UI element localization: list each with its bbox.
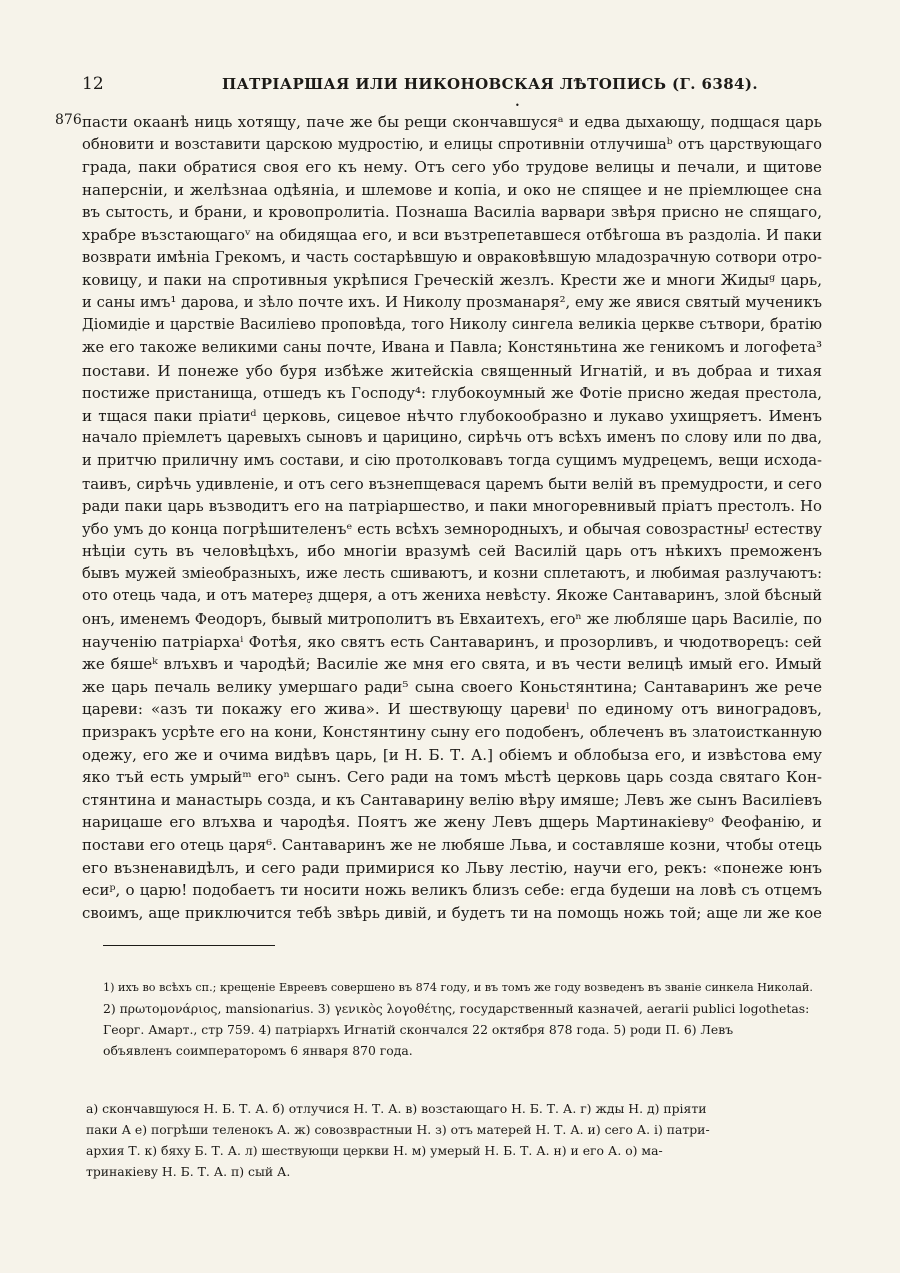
text-line: ради паки царь възводитъ его на патріаршество, и паки многоревнивый пріатъ престолъ. Но	[82, 497, 822, 516]
main-text	[82, 111, 822, 924]
text-line: бывъ мужей зміеобразныхъ, иже лесть сшиваютъ, и козни сплетаютъ, и любимая разлучаютъ:	[82, 565, 822, 582]
text-line: своимъ, аще приключится тебѣ звѣрь дивій, и будетъ ти на помощь ножь той; аще ли же кое	[82, 903, 822, 922]
text-line: есиᵖ, о царю! подобаетъ ти носити ножь великъ близъ себе: егда будеши на ловѣ съ отцемъ	[82, 881, 822, 900]
text-line: нарицаше его влъхва и чародѣя. Поятъ же жену Левъ дщерь Мартинакіевуᵒ Феофанію, и	[82, 813, 822, 832]
text-line: ото отець чада, и отъ матереᶚ дщеря, а отъ жениха невѣсту. Якоже Сантаваринъ, злой бѣсный	[82, 587, 822, 605]
text-line: яко тъй есть умрыйᵐ егоⁿ сынъ. Сего ради на томъ мѣстѣ церковь царь созда святаго Кон-	[82, 768, 822, 787]
variant-line: паки А е) погрѣши теленокъ А. ж) совозврастныи Н. з) отъ матерей Н. Т. А. и) сего А. і) патри-	[86, 1122, 710, 1137]
text-line: и притчю приличну имъ состави, и сію протолковавъ тогда сущимъ мудрецемъ, вещи исхода-	[82, 451, 822, 469]
footnote-line: Георг. Амарт., стр 759. 4) патріархъ Игнатій скончался 22 октября 878 года. 5) роди П. 6) Левъ	[103, 1022, 734, 1037]
text-line: возврати имѣніа Грекомъ, и часть состарѣвшую и овраковѣвшую младозрачную сотвори отро-	[82, 248, 822, 266]
variant-line: а) скончавшуюся Н. Б. Т. А. б) отлучися Н. Т. А. в) возстающаго Н. Б. Т. А. г) жды Н. д) пріяти	[86, 1101, 707, 1116]
footnote-line: 1) ихъ во всѣхъ сп.; крещеніе Евреевъ совершено въ 874 году, и въ томъ же году возведенъ въ званіе синкела Николай.	[103, 981, 813, 994]
text-line: въ сытость, и брани, и кровопролитіа. Познаша Василіа варвари звѣря присно не спящаго,	[82, 203, 822, 222]
footnotes	[103, 977, 823, 1061]
header-mark: •	[515, 101, 520, 110]
text-line: же бяшеᵏ влъхвъ и чародѣй; Василіе же мня его свята, и въ чести велицѣ имый его. Имый	[82, 655, 822, 674]
text-line: онъ, именемъ Феодоръ, бывый митрополитъ въ Евхаитехъ, егоⁿ же любляше царь Василіе, по	[82, 610, 822, 629]
footnote-line: объявленъ соимператоромъ 6 января 870 года.	[103, 1043, 413, 1058]
text-line: начало пріемлетъ царевыхъ сыновъ и царицино, сирѣчь отъ всѣхъ именъ по слову или по два,	[82, 429, 822, 447]
text-line: постави. И понеже убо буря избѣже житейскіа священный Игнатій, и въ добраа и тихая	[82, 361, 822, 380]
text-line: постави его отець царя⁶. Сантаваринъ же не любяше Льва, и составляше козни, чтобы отець	[82, 836, 822, 854]
page-header	[82, 72, 822, 110]
footnote-line: 2) πρωτομονάριος, mansionarius. 3) γενικὸς λογοθέτης, государственный казначей, aerarii publici logothetas:	[103, 1001, 810, 1016]
text-line: и саны имъ¹ дарова, и зѣло почте ихъ. И Николу прозманаря², ему же явися святый мученикъ	[82, 293, 822, 311]
variant-line: тринакіеву Н. Б. Т. А. п) сый А.	[86, 1164, 291, 1179]
text-line: убо умъ до конца погрѣшителенъᵉ есть всѣхъ земнородныхъ, и обычая совозрастныᴶ естеству	[82, 519, 822, 538]
text-line: пасти окаанѣ ниць хотящу, паче же бы рещи скончавшусяᵃ и едва дыхающу, подщася царь	[82, 113, 822, 131]
text-line: таивъ, сирѣчь удивленіе, и отъ сего възнепщевася царемъ быти велій въ премудрости, и сего	[82, 474, 822, 493]
text-line: же его такоже великими саны почте, Ивана и Павла; Констяньтина же геникомъ и логофета³	[82, 338, 822, 356]
text-line: храбре възстающагоᵛ на обидящаа его, и вси възтрепетавшеся отбѣгоша въ раздоліа. И паки	[82, 225, 822, 244]
text-line: Діомидіе и царствіе Василіево проповѣда, того Николу сингела великіа церкве сътвори, братію	[82, 317, 822, 334]
text-line: одежу, его же и очима видѣвъ царь, [и Н. Б. Т. А.] обіемъ и облобыза его, и извѣстова ему	[82, 745, 822, 764]
footnote-rule	[103, 945, 275, 946]
text-line: обновити и возставити царскою мудростію, и елицы спротивніи отлучишаᵇ отъ царствующаго	[82, 135, 822, 153]
text-line: стянтина и манастырь созда, и къ Сантаварину велію вѣру имяше; Левъ же сынъ Василіевъ	[82, 790, 822, 809]
text-line: и тщася паки пріатиᵈ церковь, сицевое нѣчто глубокообразно и лукаво ухищряетъ. Именъ	[82, 406, 822, 425]
text-line: ковицу, и паки на спротивныя укрѣпися Греческій жезлъ. Крести же и многи Жидыᵍ царь,	[82, 271, 822, 290]
text-line: его възненавидѣлъ, и сего ради примирися ко Льву лестію, научи его, рекъ: «понеже юнъ	[82, 858, 822, 877]
running-title: ПАТРІАРШАЯ ИЛИ НИКОНОВСКАЯ ЛѢТОПИСЬ (Г. 6384).	[222, 75, 759, 93]
variant-readings	[86, 1098, 826, 1182]
text-line: наученію патріархаⁱ Фотѣя, яко святъ есть Сантаваринъ, и прозорливъ, и чюдотворецъ: сей	[82, 632, 822, 651]
text-line: же царь печаль велику умершаго ради⁵ сына своего Коньстянтина; Сантаваринъ же рече	[82, 677, 822, 696]
page-number: 12	[82, 74, 104, 94]
margin-year: 876	[55, 112, 82, 128]
text-line: постиже пристанища, отшедъ къ Господу⁴: глубокоумный же Фотіе присно жедая престола,	[82, 384, 822, 403]
text-line: призракъ усрѣте его на кони, Констянтину сыну его подобенъ, облеченъ въ златоистканную	[82, 723, 822, 742]
text-line: нѣціи суть въ человѣцѣхъ, ибо многіи вразумѣ сей Василій царь отъ нѣкихъ преможенъ	[82, 542, 822, 561]
text-line: наперсніи, и желѣзнаа одѣяніа, и шлемове и копіа, и око не спящее и не пріемлющее сна	[82, 180, 822, 199]
text-line: цареви: «азъ ти покажу его жива». И шествующу царевиˡ по единому отъ виноградовъ,	[82, 700, 822, 719]
text-line: града, паки обратися своя его къ нему. Отъ сего убо трудове велицы и печали, и щитове	[82, 158, 822, 177]
variant-line: архия Т. к) бяху Б. Т. А. л) шествующи церкви Н. м) умерый Н. Б. Т. А. н) и его А. о) ма-	[86, 1143, 663, 1158]
